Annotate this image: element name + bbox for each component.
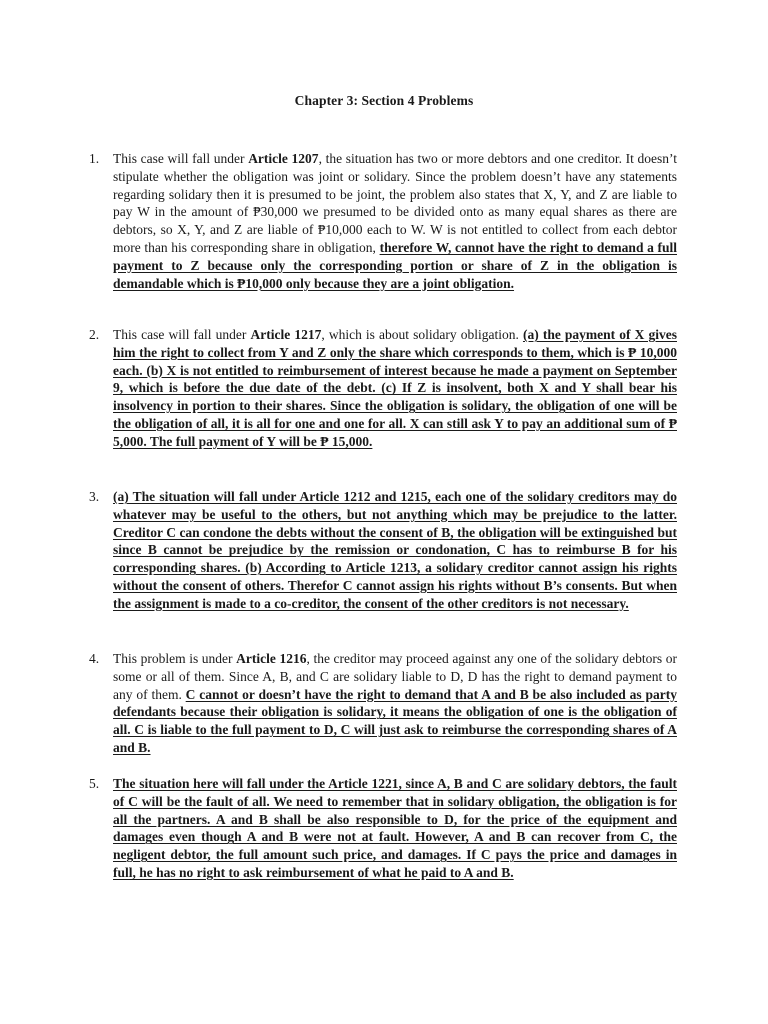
problem-item-5 [89, 775, 677, 882]
intro-text: This problem is under [113, 651, 237, 666]
item-text [113, 775, 677, 882]
problem-item-2 [89, 326, 677, 451]
emphasis-text: The situation here will fall under the Article 1221, since A, B and C are solidary debtors, the fault of C will be the fault of all. We need to remember that in solidary obligation, the obligation is for all the partners. A and B shall be also responsible to D, for the price of the equipment and damages even though A and B were not at fault. However, A and B can recover from C, the negligent debtor, the full amount such price, and damages. If C pays the price and damages in full, he has no right to ask reimbursement of what he paid to A and B. [113, 776, 677, 880]
item-text [113, 650, 677, 757]
item-text [113, 150, 677, 292]
item-number: 2. [89, 327, 100, 342]
body-text: , the situation has two or more debtors and one creditor. It doesn’t stipulate whether the obligation was joint or solidary. Since the problem doesn’t have any statements regarding solidary then it is presumed to be joint, the problem also states that X, Y, and Z are liable to pay W in the amount of ₱30,000 we presumed to be divided onto as many equal shares as there are debtors, so X, Y, and Z are liable of ₱10,000 each to W. W is not entitled to collect from each debtor more than his corresponding share in obligation, [113, 151, 677, 255]
intro-text: This case will fall under [113, 151, 249, 166]
item-number: 1. [89, 151, 100, 166]
page-title: Chapter 3: Section 4 Problems [294, 93, 474, 108]
article-reference: Article 1216 [236, 651, 307, 666]
article-reference: Article 1207 [248, 151, 319, 166]
emphasis-text: C cannot or doesn’t have the right to demand that A and B be also included as party defendants because their obligation is solidary, it means the obligation of one is the obligation of all. C is liable to the full payment to D, C will just ask to reimburse the corresponding shares of A and B. [113, 686, 677, 755]
item-number: 4. [89, 651, 100, 666]
body-text: , the creditor may proceed against any one of the solidary debtors or some or all of them. Since A, B, and C are solidary liable to D, D has the right to demand payment to any of them. [113, 651, 677, 702]
emphasis-text: (a) the payment of X gives him the right to collect from Y and Z only the share which corresponds to them, which is ₱ 10,000 each. (b) X is not entitled to reimbursement of interest because he made a payment on September 9, which is before the due date of the debt. (c) If Z is insolvent, both X and Y shall bear his insolvency in portion to their shares. Since the obligation is solidary, the obligation of one will be the obligation of all, it is all for one and one for all. X can still ask Y to pay an additional sum of ₱ 5,000. The full payment of Y will be ₱ 15,000. [113, 327, 677, 449]
problem-item-1 [89, 150, 677, 292]
problem-item-4 [89, 650, 677, 757]
item-number: 5. [89, 776, 100, 791]
problem-item-3 [89, 488, 677, 613]
emphasis-text: (a) The situation will fall under Article 1212 and 1215, each one of the solidary creditors may do whatever may be useful to the others, but not anything which may be prejudice to the latter. Creditor C can condone the debts without the consent of B, the obligation will be extinguished but since B cannot be prejudice by the remission or condonation, C has to reimburse B for his corresponding shares. (b) According to Article 1213, a solidary creditor cannot assign his rights without the consent of others. Therefor C cannot assign his rights without B’s consents. But when the assignment is made to a co-creditor, the consent of the other creditors is not necessary. [113, 489, 677, 611]
body-text: , which is about solidary obligation. [321, 327, 523, 342]
item-text [113, 488, 677, 613]
item-number: 3. [89, 489, 100, 504]
article-reference: Article 1217 [250, 327, 322, 342]
item-text [113, 326, 677, 451]
intro-text: This case will fall under [113, 327, 251, 342]
emphasis-text: therefore W, cannot have the right to demand a full payment to Z because only the corresponding portion or share of Z in the obligation is demandable which is ₱10,000 only because they are a joint obligation. [113, 239, 677, 291]
